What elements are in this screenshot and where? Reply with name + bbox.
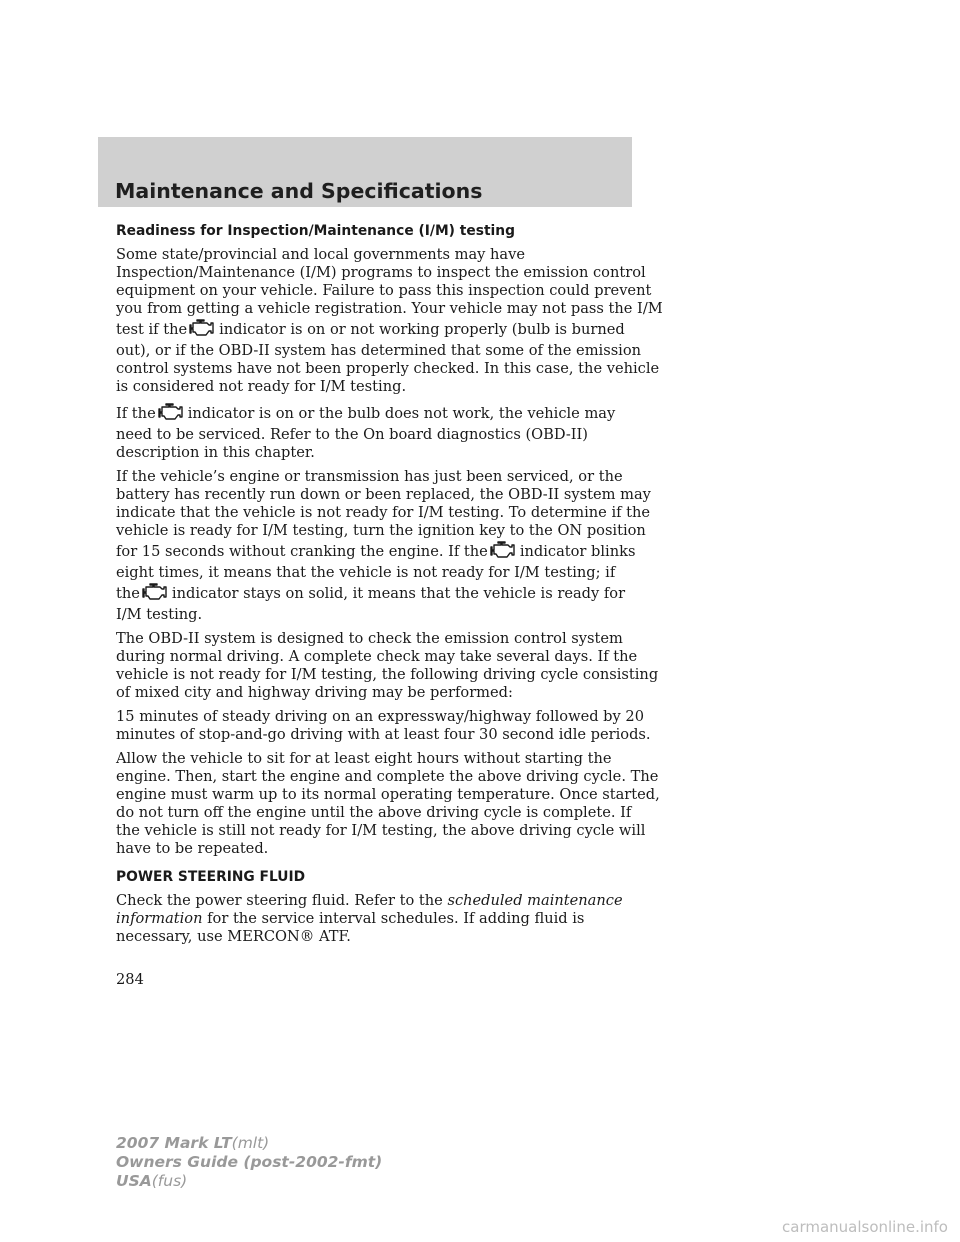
paragraph-recently-serviced: If the vehicle’s engine or transmission has just been serviced, or the battery has recently run down or been replaced, the OBD-II system may indicate that the vehicle is not ready for I/M testing. To determine if the vehicle is ready for I/M testing, turn the ignition key to the ON position for 15 seconds without cranking the engine. If the indicator blinks eight times, it means that the vehicle is not ready for I/M testing; if the indicator stays on solid, it means that the vehicle is ready for I/M testing.: [116, 468, 651, 623]
engine-check-icon: [142, 583, 168, 601]
paragraph-power-steering: Check the power steering fluid. Refer to the scheduled maintenance information for the service interval schedules. If adding fluid is necessary, use MERCON® ATF.: [116, 892, 623, 945]
paragraph-im-programs: Some state/provincial and local governments may have Inspection/Maintenance (I/M) programs to inspect the emission control equipment on your vehicle. Failure to pass this inspection could prevent you from getting a vehicle registration. Your vehicle may not pass the I/M test if the indicator is on or not working properly (bulb is burned out), or if the OBD-II system has determined that some of the emission control systems have not been properly checked. In this case, the vehicle is considered not ready for I/M testing.: [116, 246, 663, 395]
engine-check-icon: [189, 319, 215, 337]
page-number: 284: [116, 971, 144, 988]
engine-check-icon: [158, 403, 184, 421]
section-header-band: [98, 137, 632, 207]
paragraph-obd-check: The OBD-II system is designed to check the emission control system during normal driving. A complete check may take several days. If the vehicle is not ready for I/M testing, the following driving cycle consisting of mixed city and highway driving may be performed:: [116, 630, 659, 701]
paragraph-driving-cycle: 15 minutes of steady driving on an expressway/highway followed by 20 minutes of stop-and-go driving with at least four 30 second idle periods.: [116, 708, 651, 743]
paragraph-indicator-on: If the indicator is on or the bulb does not work, the vehicle may need to be serviced. Refer to the On board diagnostics (OBD-II) description in this chapter.: [116, 405, 616, 461]
page-content: [116, 222, 663, 952]
readiness-heading: Readiness for Inspection/Maintenance (I/M) testing: [116, 223, 515, 239]
section-title: Maintenance and Specifications: [115, 179, 483, 203]
paragraph-allow-sit: Allow the vehicle to sit for at least eight hours without starting the engine. Then, start the engine and complete the above driving cycle. The engine must warm up to its normal operating temperature. Once started, do not turn off the engine until the above driving cycle is complete. If the vehicle is still not ready for I/M testing, the above driving cycle will have to be repeated.: [116, 750, 660, 857]
document-footer: 2007 Mark LT(mlt) Owners Guide (post-2002-fmt) USA(fus): [116, 1134, 383, 1190]
site-watermark: carmanualsonline.info: [782, 1218, 948, 1236]
engine-check-icon: [490, 541, 516, 559]
power-steering-heading: POWER STEERING FLUID: [116, 869, 306, 885]
